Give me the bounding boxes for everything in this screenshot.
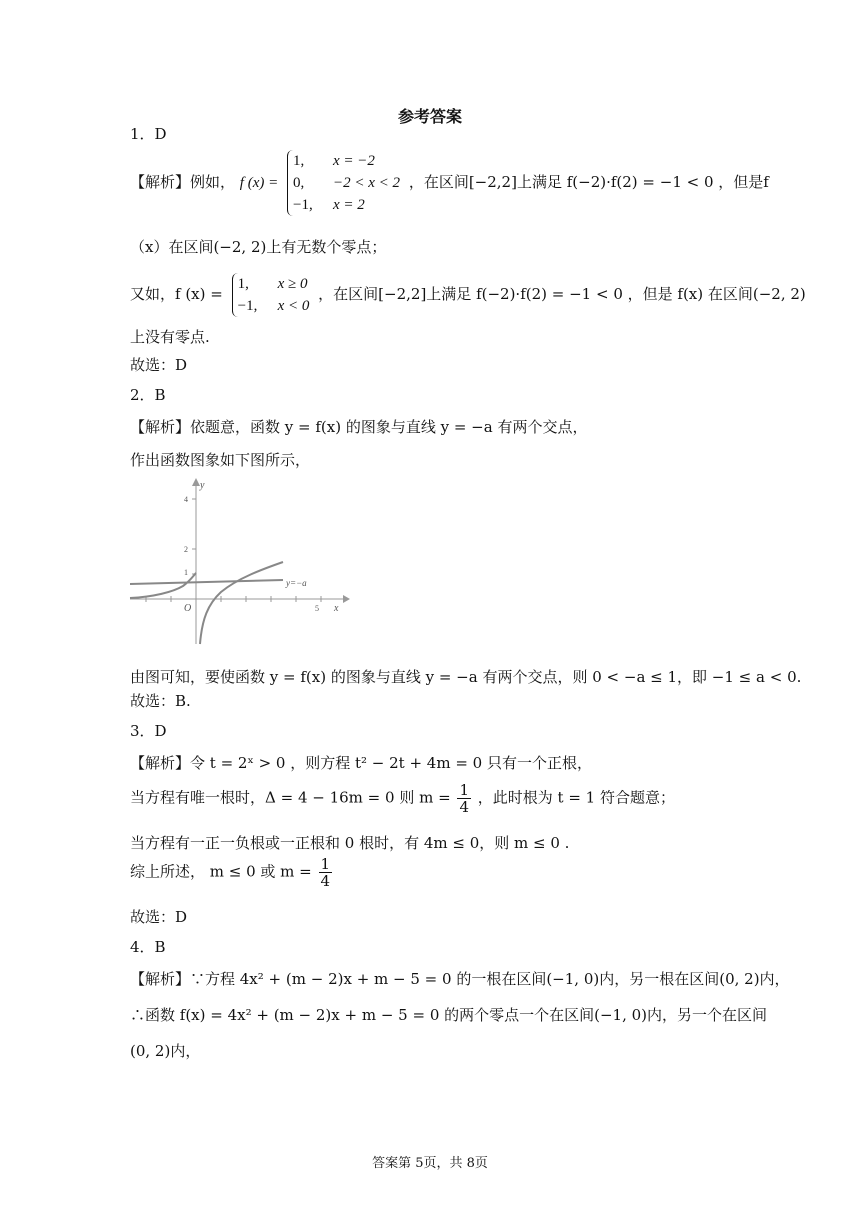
y-axis-label: y xyxy=(200,480,205,491)
fraction-one-quarter xyxy=(457,782,471,815)
x-axis-arrow xyxy=(343,595,350,603)
y-tick-label-1: 1 xyxy=(184,568,188,577)
q1-analysis-line1 xyxy=(130,150,769,216)
fraction-denominator: 4 xyxy=(459,798,469,816)
q1-piece-row: 0, −2 < x < 2 xyxy=(293,175,401,191)
q1-example2-suffix: ，在区间[−2,2]上满足 f(−2)·f(2) = −1 < 0 ，但是 f(x) 在区间(−2, 2) xyxy=(318,285,806,303)
q2-analysis-line1: 【解析】依题意，函数 y = f(x) 的图象与直线 y = −a 有两个交点， xyxy=(130,418,588,436)
q1-analysis-line2: （x）在区间(−2, 2)上有无数个零点； xyxy=(130,238,387,256)
q3-l4-prefix: 综上所述， m ≤ 0 或 m = xyxy=(130,862,312,881)
q1-piecewise-2 xyxy=(232,273,310,317)
x-tick-label-5: 5 xyxy=(315,604,319,613)
q4-answer: 4．B xyxy=(130,938,166,956)
q3-answer: 3．D xyxy=(130,722,167,740)
fraction-numerator: 1 xyxy=(320,855,331,873)
page-title: 参考答案 xyxy=(397,107,462,126)
y-tick-label-4: 4 xyxy=(184,495,188,504)
q3-analysis-line2 xyxy=(130,782,675,815)
y-tick-label-2: 2 xyxy=(184,545,188,554)
q4-analysis-line1: 【解析】∵方程 4x² + (m − 2)x + m − 5 = 0 的一根在区间(−1, 0)内，另一根在区间(0, 2)内， xyxy=(130,970,790,988)
q3-analysis-line1: 【解析】令 t = 2ˣ > 0 ，则方程 t² − 2t + 4m = 0 只有一个正根， xyxy=(130,754,592,772)
q2-analysis-line2: 作出函数图象如下图所示， xyxy=(130,451,311,469)
q2-analysis-line3: 由图可知，要使函数 y = f(x) 的图象与直线 y = −a 有两个交点，则 0 < −a ≤ 1，即 −1 ≤ a < 0. xyxy=(130,668,802,686)
q1-analysis-line3 xyxy=(130,273,806,317)
q3-l2-prefix: 当方程有唯一根时，Δ = 4 − 16m = 0 则 m = xyxy=(130,788,451,807)
q1-piece-row: −1, x = 2 xyxy=(293,197,365,213)
q1-analysis-line4: 上没有零点. xyxy=(130,328,210,346)
page-footer: 答案第 5页，共 8页 xyxy=(372,1156,488,1171)
q2-function-graph xyxy=(128,474,358,649)
origin-label: O xyxy=(184,603,192,614)
y-axis-arrow xyxy=(192,478,200,486)
q1-piece2-row: −1, x < 0 xyxy=(237,298,310,314)
q4-analysis-line2: ∴函数 f(x) = 4x² + (m − 2)x + m − 5 = 0 的两个零点一个在区间(−1, 0)内，另一个在区间 xyxy=(130,1006,768,1024)
q3-l2-suffix: ，此时根为 t = 1 符合题意； xyxy=(477,788,675,807)
q1-piecewise xyxy=(287,150,400,216)
fraction-numerator: 1 xyxy=(459,781,469,799)
q1-example2-prefix: 又如，f (x) = xyxy=(130,285,223,303)
fraction-denominator: 4 xyxy=(320,872,331,890)
line-label: y=−a xyxy=(286,578,307,588)
curve-right-branch xyxy=(200,562,283,644)
line-y-neg-a xyxy=(130,580,283,584)
q2-answer: 2．B xyxy=(130,386,166,404)
q1-suffix: ，在区间[−2,2]上满足 f(−2)·f(2) = −1 < 0 ，但是f xyxy=(408,173,769,191)
q1-prefix: 【解析】例如， xyxy=(130,173,236,191)
x-axis-label: x xyxy=(334,603,339,614)
q2-choice: 故选：B. xyxy=(130,692,191,710)
q3-analysis-line4 xyxy=(130,856,334,889)
q1-piece-row: 1, x = −2 xyxy=(293,153,375,169)
fraction-one-quarter xyxy=(319,856,333,889)
q1-choice: 故选：D xyxy=(130,356,188,374)
q3-choice: 故选：D xyxy=(130,908,188,926)
q3-analysis-line3: 当方程有一正一负根或一正根和 0 根时，有 4m ≤ 0，则 m ≤ 0 . xyxy=(130,834,570,852)
q1-f-label: f (x) = xyxy=(239,175,279,191)
q4-analysis-line3: (0, 2)内， xyxy=(130,1042,201,1060)
q1-answer: 1．D xyxy=(130,125,167,143)
q1-piece2-row: 1, x ≥ 0 xyxy=(237,276,308,292)
